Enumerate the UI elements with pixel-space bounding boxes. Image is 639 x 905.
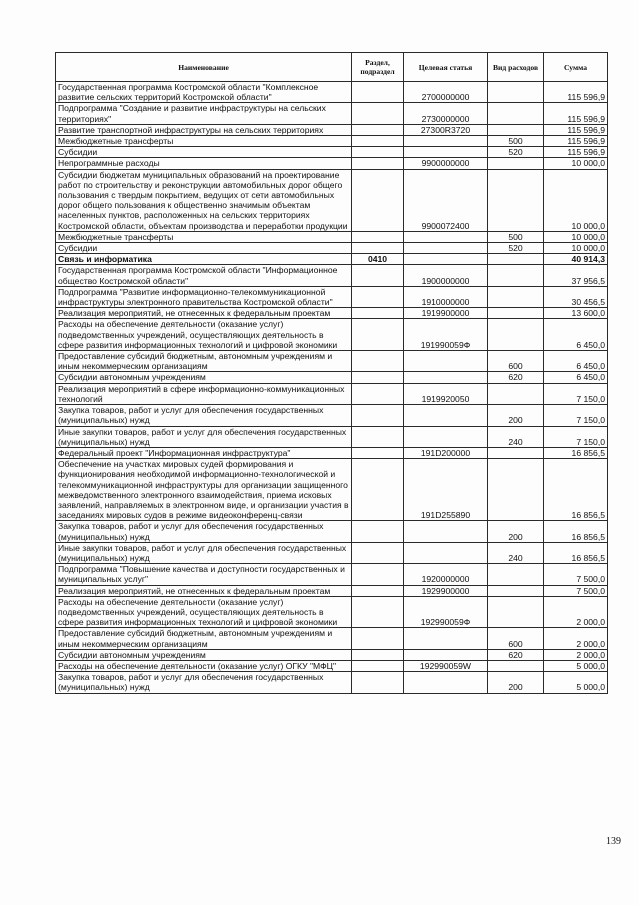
row-section-cell [352, 158, 404, 169]
row-section-cell [352, 82, 404, 103]
row-amount-cell: 10 000,0 [544, 158, 608, 169]
row-expense-type-cell [488, 660, 544, 671]
row-name-cell: Обеспечение на участках мировых судей формирования и функционирования необходимой информационно-технологической и телекоммуникационной инфраструктуры для организации защищенного межведомственного электронного взаимодействия, приема исковых заявлений, направляемых в электронном виде, и организации участия в заседаниях мировых судов в режиме видеоконференц-связи [56, 459, 352, 521]
row-section-cell [352, 596, 404, 628]
row-section-cell [352, 628, 404, 649]
row-expense-type-cell [488, 254, 544, 265]
row-target-cell: 2730000000 [404, 103, 488, 124]
row-target-cell [404, 521, 488, 542]
row-name-cell: Расходы на обеспечение деятельности (оказание услуг) ОГКУ "МФЦ" [56, 660, 352, 671]
row-target-cell: 192990059Ф [404, 596, 488, 628]
table-row [56, 169, 608, 231]
row-expense-type-cell: 500 [488, 136, 544, 147]
row-target-cell [404, 542, 488, 563]
row-expense-type-cell [488, 319, 544, 351]
row-section-cell [352, 660, 404, 671]
table-row [56, 585, 608, 596]
row-amount-cell: 7 150,0 [544, 383, 608, 404]
row-name-cell: Развитие транспортной инфраструктуры на сельских территориях [56, 124, 352, 135]
row-amount-cell: 5 000,0 [544, 672, 608, 693]
row-target-cell: 1929900000 [404, 585, 488, 596]
row-name-cell: Субсидии автономным учреждениям [56, 372, 352, 383]
row-target-cell: 1920000000 [404, 564, 488, 585]
row-section-cell [352, 672, 404, 693]
row-target-cell [404, 254, 488, 265]
row-amount-cell: 10 000,0 [544, 243, 608, 254]
row-section-cell [352, 231, 404, 242]
row-section-cell [352, 585, 404, 596]
row-section-cell [352, 459, 404, 521]
row-amount-cell: 30 456,5 [544, 286, 608, 307]
row-target-cell [404, 231, 488, 242]
row-name-cell: Реализация мероприятий в сфере информационно-коммуникационных технологий [56, 383, 352, 404]
row-target-cell: 1910000000 [404, 286, 488, 307]
table-header-row [56, 53, 608, 82]
row-expense-type-cell [488, 82, 544, 103]
row-expense-type-cell [488, 124, 544, 135]
row-section-cell [352, 319, 404, 351]
row-amount-cell: 115 596,9 [544, 103, 608, 124]
row-target-cell: 191D255890 [404, 459, 488, 521]
row-section-cell [352, 243, 404, 254]
row-expense-type-cell: 620 [488, 372, 544, 383]
row-amount-cell: 7 500,0 [544, 585, 608, 596]
row-name-cell: Государственная программа Костромской области "Информационное общество Костромской области" [56, 265, 352, 286]
row-name-cell: Закупка товаров, работ и услуг для обеспечения государственных (муниципальных) нужд [56, 672, 352, 693]
table-row [56, 564, 608, 585]
row-section-cell [352, 147, 404, 158]
row-expense-type-cell: 600 [488, 628, 544, 649]
row-name-cell: Реализация мероприятий, не отнесенных к федеральным проектам [56, 585, 352, 596]
table-row [56, 351, 608, 372]
table-row [56, 426, 608, 447]
row-expense-type-cell [488, 103, 544, 124]
row-expense-type-cell: 240 [488, 542, 544, 563]
row-name-cell: Федеральный проект "Информационная инфраструктура" [56, 447, 352, 458]
row-name-cell: Иные закупки товаров, работ и услуг для обеспечения государственных (муниципальных) нужд [56, 426, 352, 447]
row-name-cell: Субсидии [56, 243, 352, 254]
row-amount-cell: 5 000,0 [544, 660, 608, 671]
row-target-cell: 192990059W [404, 660, 488, 671]
table-row [56, 649, 608, 660]
row-target-cell: 2700000000 [404, 82, 488, 103]
row-name-cell: Подпрограмма "Развитие информационно-телекоммуникационной инфраструктуры электронного правительства Костромской области" [56, 286, 352, 307]
row-target-cell [404, 351, 488, 372]
row-section-cell [352, 103, 404, 124]
row-amount-cell: 16 856,5 [544, 447, 608, 458]
row-amount-cell: 115 596,9 [544, 136, 608, 147]
table-row [56, 136, 608, 147]
row-expense-type-cell: 200 [488, 405, 544, 426]
row-amount-cell: 115 596,9 [544, 124, 608, 135]
row-amount-cell: 16 856,5 [544, 521, 608, 542]
row-name-cell: Реализация мероприятий, не отнесенных к федеральным проектам [56, 308, 352, 319]
row-section-cell [352, 308, 404, 319]
table-row [56, 231, 608, 242]
row-target-cell [404, 628, 488, 649]
row-amount-cell: 2 000,0 [544, 596, 608, 628]
row-amount-cell: 2 000,0 [544, 649, 608, 660]
page-number: 139 [606, 836, 621, 847]
row-amount-cell: 115 596,9 [544, 147, 608, 158]
row-name-cell: Непрограммные расходы [56, 158, 352, 169]
header-expense-type: Вид расходов [488, 53, 544, 82]
row-expense-type-cell: 600 [488, 351, 544, 372]
row-section-cell [352, 351, 404, 372]
row-expense-type-cell [488, 286, 544, 307]
table-row [56, 372, 608, 383]
row-name-cell: Субсидии бюджетам муниципальных образований на проектирование работ по строительству и реконструкции автомобильных дорог общего пользования с твердым покрытием, ведущих от сети автомобильных дорог общего пользования к общественно значимым объектам населенных пунктов, расположенных на сельских территориях Костромской области, объектам производства и переработки продукции [56, 169, 352, 231]
row-target-cell: 1919900000 [404, 308, 488, 319]
row-target-cell [404, 243, 488, 254]
row-name-cell: Предоставление субсидий бюджетным, автономным учреждениям и иным некоммерческим организациям [56, 351, 352, 372]
table-row [56, 319, 608, 351]
header-target: Целевая статья [404, 53, 488, 82]
table-row [56, 254, 608, 265]
row-expense-type-cell: 520 [488, 243, 544, 254]
row-section-cell [352, 405, 404, 426]
row-section-cell [352, 564, 404, 585]
table-row [56, 103, 608, 124]
row-target-cell [404, 426, 488, 447]
row-section-cell [352, 169, 404, 231]
row-section-cell [352, 447, 404, 458]
row-name-cell: Подпрограмма "Повышение качества и доступности государственных и муниципальных услуг" [56, 564, 352, 585]
row-name-cell: Предоставление субсидий бюджетным, автономным учреждениям и иным некоммерческим организациям [56, 628, 352, 649]
table-row [56, 672, 608, 693]
row-name-cell: Иные закупки товаров, работ и услуг для обеспечения государственных (муниципальных) нужд [56, 542, 352, 563]
row-name-cell: Связь и информатика [56, 254, 352, 265]
row-target-cell: 27300R3720 [404, 124, 488, 135]
row-name-cell: Субсидии [56, 147, 352, 158]
row-name-cell: Межбюджетные трансферты [56, 136, 352, 147]
row-amount-cell: 7 500,0 [544, 564, 608, 585]
budget-table [55, 52, 608, 694]
row-amount-cell: 13 600,0 [544, 308, 608, 319]
row-expense-type-cell: 520 [488, 147, 544, 158]
header-section: Раздел, подраздел [352, 53, 404, 82]
row-name-cell: Расходы на обеспечение деятельности (оказание услуг) подведомственных учреждений, осуществляющих деятельность в сфере развития информационных технологий и цифровой экономики [56, 596, 352, 628]
row-name-cell: Межбюджетные трансферты [56, 231, 352, 242]
table-row [56, 158, 608, 169]
row-expense-type-cell [488, 308, 544, 319]
row-section-cell [352, 286, 404, 307]
table-row [56, 405, 608, 426]
row-target-cell [404, 136, 488, 147]
row-expense-type-cell [488, 585, 544, 596]
row-amount-cell: 6 450,0 [544, 319, 608, 351]
row-target-cell: 1919920050 [404, 383, 488, 404]
table-row [56, 82, 608, 103]
row-section-cell [352, 649, 404, 660]
row-target-cell: 1900000000 [404, 265, 488, 286]
row-target-cell [404, 672, 488, 693]
row-amount-cell: 37 956,5 [544, 265, 608, 286]
row-section-cell [352, 521, 404, 542]
row-amount-cell: 10 000,0 [544, 231, 608, 242]
row-expense-type-cell [488, 265, 544, 286]
header-amount: Сумма [544, 53, 608, 82]
row-expense-type-cell: 500 [488, 231, 544, 242]
table-row [56, 147, 608, 158]
row-name-cell: Подпрограмма "Создание и развитие инфраструктуры на сельских территориях" [56, 103, 352, 124]
row-target-cell: 9900000000 [404, 158, 488, 169]
table-row [56, 383, 608, 404]
row-target-cell [404, 147, 488, 158]
row-amount-cell: 7 150,0 [544, 426, 608, 447]
table-row [56, 628, 608, 649]
row-amount-cell: 40 914,3 [544, 254, 608, 265]
table-row [56, 660, 608, 671]
row-target-cell: 9900072400 [404, 169, 488, 231]
row-section-cell [352, 265, 404, 286]
row-expense-type-cell [488, 564, 544, 585]
row-section-cell: 0410 [352, 254, 404, 265]
row-section-cell [352, 124, 404, 135]
row-section-cell [352, 426, 404, 447]
row-target-cell [404, 649, 488, 660]
row-expense-type-cell [488, 158, 544, 169]
table-row [56, 542, 608, 563]
row-section-cell [352, 383, 404, 404]
row-name-cell: Расходы на обеспечение деятельности (оказание услуг) подведомственных учреждений, осуществляющих деятельность в сфере развития информационных технологий и цифровой экономики [56, 319, 352, 351]
row-amount-cell: 16 856,5 [544, 459, 608, 521]
row-expense-type-cell [488, 596, 544, 628]
table-row [56, 447, 608, 458]
row-expense-type-cell: 620 [488, 649, 544, 660]
row-expense-type-cell [488, 169, 544, 231]
row-target-cell: 191990059Ф [404, 319, 488, 351]
row-expense-type-cell [488, 447, 544, 458]
row-name-cell: Закупка товаров, работ и услуг для обеспечения государственных (муниципальных) нужд [56, 405, 352, 426]
table-row [56, 265, 608, 286]
row-expense-type-cell: 200 [488, 521, 544, 542]
row-expense-type-cell [488, 459, 544, 521]
row-section-cell [352, 372, 404, 383]
table-row [56, 459, 608, 521]
row-expense-type-cell: 200 [488, 672, 544, 693]
table-row [56, 596, 608, 628]
row-section-cell [352, 542, 404, 563]
row-name-cell: Субсидии автономным учреждениям [56, 649, 352, 660]
row-amount-cell: 16 856,5 [544, 542, 608, 563]
table-row [56, 124, 608, 135]
table-row [56, 308, 608, 319]
row-amount-cell: 2 000,0 [544, 628, 608, 649]
row-target-cell [404, 405, 488, 426]
row-expense-type-cell [488, 383, 544, 404]
row-amount-cell: 6 450,0 [544, 372, 608, 383]
table-row [56, 521, 608, 542]
row-target-cell: 191D200000 [404, 447, 488, 458]
row-name-cell: Закупка товаров, работ и услуг для обеспечения государственных (муниципальных) нужд [56, 521, 352, 542]
row-amount-cell: 10 000,0 [544, 169, 608, 231]
row-amount-cell: 7 150,0 [544, 405, 608, 426]
row-amount-cell: 115 596,9 [544, 82, 608, 103]
row-name-cell: Государственная программа Костромской области "Комплексное развитие сельских территорий Костромской области" [56, 82, 352, 103]
table-row [56, 243, 608, 254]
row-expense-type-cell: 240 [488, 426, 544, 447]
row-target-cell [404, 372, 488, 383]
table-body [56, 82, 608, 694]
row-amount-cell: 6 450,0 [544, 351, 608, 372]
header-name: Наименование [56, 53, 352, 82]
row-section-cell [352, 136, 404, 147]
table-row [56, 286, 608, 307]
